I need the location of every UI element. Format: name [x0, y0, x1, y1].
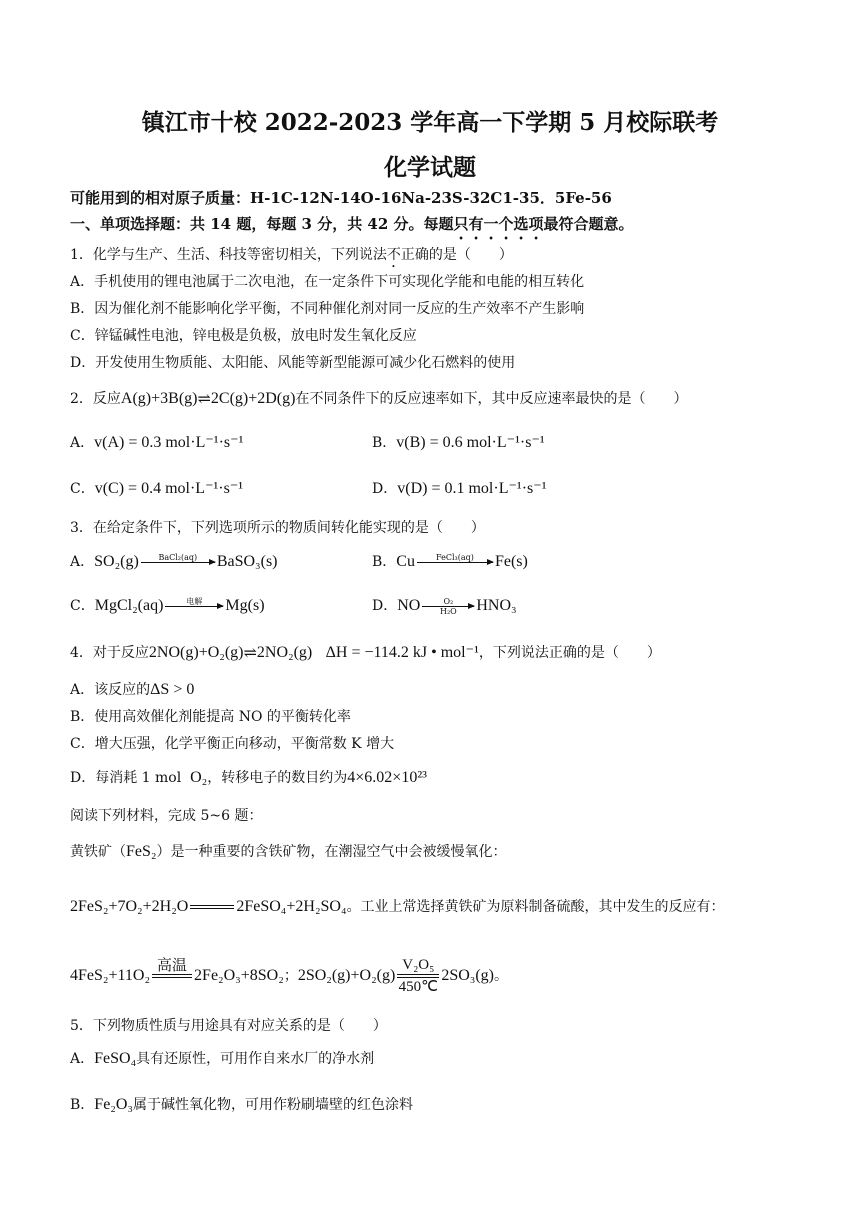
q2-eq-right: 2C(g)+2D(g) [210, 390, 296, 407]
reversible-arrow-icon: ⇌ [197, 389, 211, 408]
q2-d-expr: v(D) = 0.1 mol·L⁻¹·s⁻¹ [397, 480, 547, 497]
material-p2: 。工业上常选择黄铁矿为原料制备硫酸，其中发生的反应有： [346, 899, 725, 915]
q5-a-formula: FeSO₄ [94, 1050, 137, 1067]
q1-option-d: D．开发使用生物质能、太阳能、风能等新型能源可减少化石燃料的使用 [70, 355, 516, 371]
q3-option-a [70, 552, 360, 572]
q3-c-condition: 电解 [186, 596, 203, 606]
eq2-condition: 高温 [157, 956, 188, 974]
material-p1-text: 黄铁矿（ [70, 844, 126, 860]
q3-c-right: Mg(s) [225, 597, 265, 614]
material-p1-end: ）是一种重要的含铁矿物，在潮湿空气中会被缓慢氧化： [156, 844, 507, 860]
reaction-arrow-icon [422, 597, 474, 616]
section-heading-emphasis: 只有一个选项 [453, 215, 544, 233]
q5-stem: 5．下列物质性质与用途具有对应关系的是（ ） [70, 1018, 387, 1034]
reversible-arrow-icon: ⇌ [243, 643, 257, 662]
material-intro: 阅读下列材料，完成 5~6 题： [70, 808, 263, 824]
q2-option-c [70, 479, 360, 499]
q2-b-expr: v(B) = 0.6 mol·L⁻¹·s⁻¹ [396, 434, 545, 451]
q3-a-label: A． [70, 554, 95, 570]
q5-b-formula: Fe₂O₃ [94, 1096, 134, 1113]
eq3-temperature: 450℃ [398, 979, 438, 995]
eq3-right: 2SO₃(g) [441, 967, 494, 984]
material-p1-formula: FeS₂ [126, 843, 157, 860]
q3-c-left: MgCl₂(aq) [94, 597, 164, 614]
q3-b-left: Cu [396, 553, 415, 570]
q3-b-right: Fe(s) [494, 553, 528, 570]
eq3-left: 2SO₂(g)+O₂(g) [297, 967, 396, 984]
q1-stem-text: 1．化学与生产、生活、科技等密切相关，下列说法 [70, 247, 387, 263]
q4-option-a [70, 680, 830, 700]
reaction-arrow-icon [165, 597, 223, 616]
q3-a-right: BaSO₃(s) [216, 553, 278, 570]
q5-a-label: A． [70, 1051, 95, 1067]
q2-stem [70, 389, 830, 409]
q5-b-label: B． [70, 1097, 95, 1113]
q1-stem-emphasis: 不 [386, 247, 401, 263]
eq-end: 。 [494, 968, 508, 984]
equals-sign-icon [190, 905, 234, 909]
q1-stem [70, 245, 830, 271]
q4-option-c: C．增大压强，化学平衡正向移动，平衡常数 K 增大 [70, 736, 395, 752]
q2-option-d [372, 479, 547, 499]
q4-d-expr: 4×6.02×10²³ [347, 769, 427, 786]
q3-d-condition-bottom: H₂O [439, 606, 457, 616]
q4-stem-text: ，下列说法正确的是（ ） [478, 645, 661, 661]
eq-separator: ； [283, 968, 298, 984]
q4-eq-left: 2NO(g)+O₂(g) [148, 644, 244, 661]
section-heading [70, 214, 830, 243]
q4-d-text2: ，转移电子的数目约为 [207, 770, 348, 786]
q3-d-right: HNO₃ [476, 597, 517, 614]
q5-option-a [70, 1049, 830, 1069]
reaction-arrow-icon [417, 553, 493, 572]
q3-a-condition: BaCl₂(aq) [158, 552, 198, 562]
q4-option-d [70, 768, 830, 788]
q3-option-b [372, 552, 528, 572]
q2-eq-left: A(g)+3B(g) [120, 390, 198, 407]
equals-sign-icon [397, 956, 439, 996]
q3-option-d [372, 596, 517, 616]
exam-subject: 化学试题 [384, 154, 476, 181]
q4-d-o2: O₂ [190, 769, 208, 786]
q4-num: 4．对于反应 [70, 645, 149, 661]
q2-option-b [372, 433, 545, 453]
q4-option-b: B．使用高效催化剂能提高 NO 的平衡转化率 [70, 709, 351, 725]
q3-b-condition: FeCl₃(aq) [436, 552, 474, 562]
q4-a-text: A．该反应的 [70, 682, 151, 698]
q4-a-expr: ΔS > 0 [150, 681, 195, 698]
atomic-masses: 可能用到的相对原子质量：H-1C-12N-14O-16Na-23S-32C1-35．5Fe-56 [70, 189, 612, 207]
eq2-left: 4FeS₂+11O₂ [70, 967, 151, 984]
section-heading-end: 最符合题意。 [543, 215, 634, 233]
eq3-catalyst: V₂O₅ [402, 957, 435, 973]
q5-option-b [70, 1095, 830, 1115]
q3-b-label: B． [372, 554, 397, 570]
q2-d-label: D． [372, 481, 398, 497]
q3-d-left: NO [397, 597, 421, 614]
q4-d-text: D．每消耗 1 mol [70, 770, 182, 786]
q4-enthalpy: ΔH = −114.2 kJ • mol⁻¹ [325, 644, 479, 661]
q2-c-label: C． [70, 481, 95, 497]
q2-num: 2．反应 [70, 391, 121, 407]
q2-c-expr: v(C) = 0.4 mol·L⁻¹·s⁻¹ [94, 480, 244, 497]
q1-option-a: A．手机使用的锂电池属于二次电池，在一定条件下可实现化学能和电能的相互转化 [70, 274, 585, 290]
q1-option-b: B．因为催化剂不能影响化学平衡，不同种催化剂对同一反应的生产效率不产生影响 [70, 301, 585, 317]
q2-a-expr: v(A) = 0.3 mol·L⁻¹·s⁻¹ [94, 434, 244, 451]
q2-b-label: B． [372, 435, 397, 451]
q3-c-label: C． [70, 598, 95, 614]
q1-stem-end: 正确的是（ ） [400, 247, 513, 263]
q3-stem: 3．在给定条件下，下列选项所示的物质间转化能实现的是（ ） [70, 520, 485, 536]
q1-option-c: C．锌锰碱性电池，锌电极是负极，放电时发生氧化反应 [70, 328, 417, 344]
q4-stem [70, 643, 830, 663]
material-equation-2 [70, 956, 830, 996]
eq1-left: 2FeS₂+7O₂+2H₂O [70, 898, 189, 915]
exam-title: 镇江市十校 2022-2023 学年高一下学期 5 月校际联考 [141, 109, 719, 136]
eq1-right: 2FeSO₄+2H₂SO₄ [236, 898, 347, 915]
q3-d-condition-top: O₂ [443, 596, 454, 606]
q5-b-text: 属于碱性氧化物，可用作粉刷墙壁的红色涂料 [133, 1097, 414, 1113]
reaction-arrow-icon [141, 553, 215, 572]
q2-option-a [70, 433, 360, 453]
eq2-right: 2Fe₂O₃+8SO₂ [194, 967, 284, 984]
q2-a-label: A． [70, 435, 95, 451]
q5-a-text: 具有还原性，可用作自来水厂的净水剂 [136, 1051, 375, 1067]
q4-eq-right: 2NO₂(g) [256, 644, 313, 661]
q3-option-c [70, 596, 360, 616]
material-equation-1 [70, 897, 850, 917]
material-paragraph-1 [70, 842, 830, 862]
q2-stem-text: 在不同条件下的反应速率如下，其中反应速率最快的是（ ） [295, 391, 688, 407]
q3-a-left: SO₂(g) [94, 553, 139, 570]
equals-sign-icon [152, 956, 192, 996]
section-heading-text: 一、单项选择题：共 14 题，每题 3 分，共 42 分。每题 [70, 215, 454, 233]
q3-d-label: D． [372, 598, 398, 614]
